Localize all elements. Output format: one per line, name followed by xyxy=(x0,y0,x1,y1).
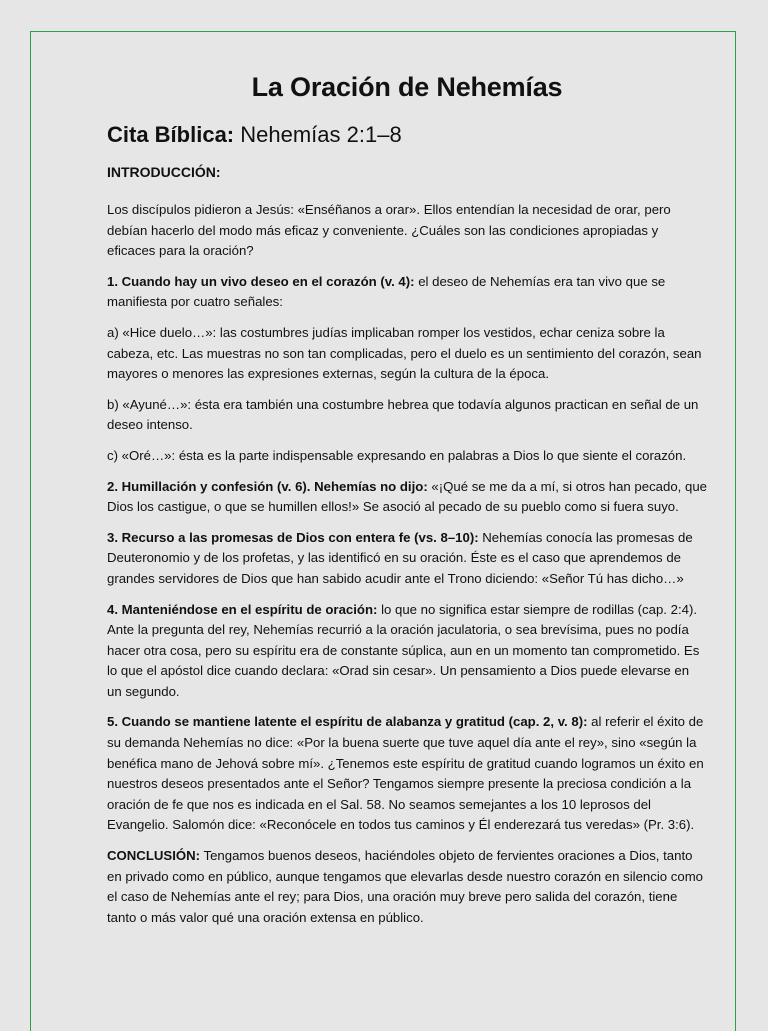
document-title: La Oración de Nehemías xyxy=(251,72,563,102)
point-1a-paragraph: a) «Hice duelo…»: las costumbres judías implicaban romper los vestidos, echar ceniza sobre la cabeza, etc. Las muestras no son tan complicadas, pero el duelo es un sentimiento del corazón, sean mayores o menores las expresiones externas, según la cultura de la época. xyxy=(107,324,702,382)
point-3-paragraph xyxy=(107,528,707,590)
point-2-text: «¡Qué se me da a mí, si otros han pecado, que Dios los castigue, o que se humillen ellos!» Se asoció al pecado de su pueblo como si fuera suyo. xyxy=(107,478,708,515)
point-4-text: lo que no significa estar siempre de rodillas (cap. 2:4). Ante la pregunta del rey, Nehemías recurrió a la oración jaculatoria, o sea brevísima, pues no podía hacer otra cosa, pero su espíritu era de constante súplica, aun en un momento tan comprometido. Es lo que el apóstol dice cuando declara: «Orad sin cesar». Un pensamiento a Dios puede elevarse en un segundo. xyxy=(107,601,700,699)
point-3-heading: 3. Recurso a las promesas de Dios con entera fe (vs. 8–10): xyxy=(107,529,479,545)
point-1-heading: 1. Cuando hay un vivo deseo en el corazón (v. 4): xyxy=(107,273,415,289)
point-2-paragraph xyxy=(107,477,707,518)
point-2-heading: 2. Humillación y confesión (v. 6). Nehemías no dijo: xyxy=(107,478,428,494)
bible-citation xyxy=(107,120,707,150)
point-1-text: el deseo de Nehemías era tan vivo que se manifiesta por cuatro señales: xyxy=(107,273,666,310)
point-4-heading: 4. Manteniéndose en el espíritu de oración: xyxy=(107,601,378,617)
point-5-heading: 5. Cuando se mantiene latente el espíritu de alabanza y gratitud (cap. 2, v. 8): xyxy=(107,714,588,730)
point-4-paragraph xyxy=(107,600,707,703)
conclusion-paragraph xyxy=(107,846,707,928)
citation-reference: Nehemías 2:1–8 xyxy=(234,122,402,147)
conclusion-text: Tengamos buenos deseos, haciéndoles objeto de fervientes oraciones a Dios, tanto en privado como en público, aunque tengamos que elevarlas desde nuestro corazón en silencio como el caso de Nehemías ante el rey; para Dios, una oración muy breve pero salida del corazón, tiene tanto o más valor qué una oración extensa en público. xyxy=(107,848,704,925)
point-5-text: al referir el éxito de su demanda Nehemías no dice: «Por la buena suerte que tuve aquel día ante el rey», sino «según la benéfica mano de Jehová sobre mí». ¿Tenemos este espíritu de gratitud cuando logramos un éxito en nuestros deseos presentados ante el Señor? Tengamos siempre presente la preciosa condición a la oración de fe que nos es indicada en el Sal. 58. No seamos semejantes a los 10 leprosos del Evangelio. Salomón dice: «Reconócele en todos tus caminos y Él enderezará tus veredas» (Pr. 3:6). xyxy=(107,714,704,833)
introduction-paragraph: Los discípulos pidieron a Jesús: «Enséñanos a orar». Ellos entendían la necesidad de orar, pero debían hacerlo del modo más eficaz y conveniente. ¿Cuáles son las condiciones apropiadas y eficaces para la oración? xyxy=(107,202,671,259)
point-3-text: Nehemías conocía las promesas de Deuteronomio y de los profetas, y las identificó en su oración. Éste es el caso que aprendemos de grandes servidores de Dios que han sabido acudir ante el Trono diciendo: «Señor Tú has dicho…» xyxy=(107,529,693,586)
point-1c-paragraph: c) «Oré…»: ésta es la parte indispensable expresando en palabras a Dios lo que siente el corazón. xyxy=(107,447,687,463)
point-5-paragraph xyxy=(107,712,707,836)
point-1-paragraph xyxy=(107,272,707,313)
citation-label: Cita Bíblica: xyxy=(107,122,235,147)
point-1b-paragraph: b) «Ayuné…»: ésta era también una costumbre hebrea que todavía algunos practican en señal de un deseo intenso. xyxy=(107,396,699,433)
conclusion-heading: CONCLUSIÓN: xyxy=(107,848,201,864)
introduction-heading: INTRODUCCIÓN: xyxy=(107,164,221,180)
document-body xyxy=(107,70,707,928)
